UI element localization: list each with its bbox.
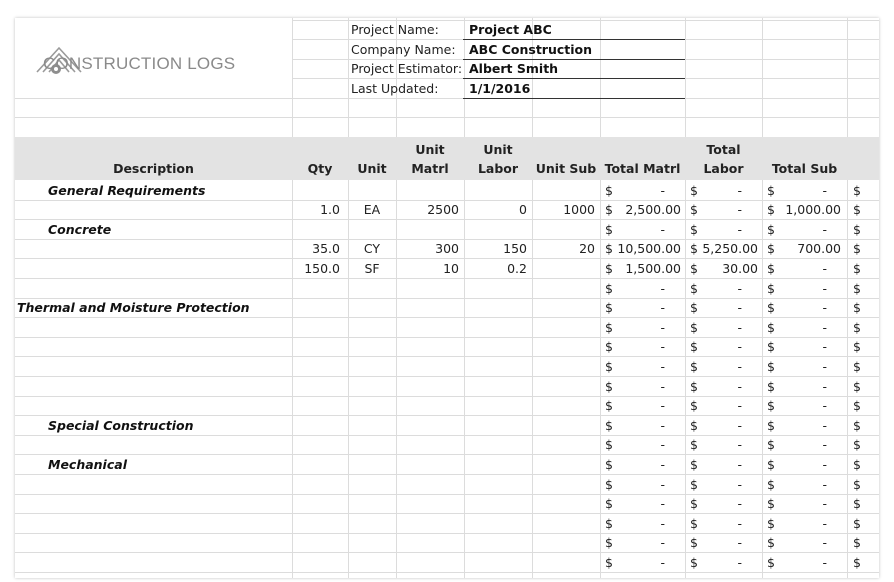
- header-unit-labor-line2: Labor: [477, 161, 519, 176]
- currency-symbol: $: [853, 515, 861, 531]
- currency-symbol: $: [605, 241, 613, 257]
- currency-symbol: $: [767, 476, 775, 492]
- currency-symbol: $: [605, 300, 613, 316]
- total-labor-cell: -: [737, 456, 742, 472]
- row-divider: [15, 435, 879, 436]
- currency-symbol: $: [690, 182, 698, 198]
- header-unit-matrl-line1: Unit: [415, 142, 445, 157]
- currency-symbol: $: [690, 398, 698, 414]
- currency-symbol: $: [690, 378, 698, 394]
- currency-symbol: $: [605, 182, 613, 198]
- row-divider: [15, 474, 879, 475]
- unit-sub-cell[interactable]: 20: [579, 241, 595, 257]
- total-matrl-cell: 2,500.00: [625, 202, 681, 218]
- currency-symbol: $: [605, 339, 613, 355]
- currency-symbol: $: [690, 300, 698, 316]
- row-divider: [15, 552, 879, 553]
- project-estimator-label: Project Estimator:: [351, 61, 463, 76]
- row-divider: [15, 278, 879, 279]
- total-matrl-cell: -: [660, 398, 665, 414]
- currency-symbol: $: [853, 554, 861, 570]
- total-matrl-cell: -: [660, 221, 665, 237]
- currency-symbol: $: [690, 515, 698, 531]
- row-divider: [15, 533, 879, 534]
- total-labor-cell: -: [737, 496, 742, 512]
- unit-labor-cell[interactable]: 150: [503, 241, 527, 257]
- header-unit: Unit: [357, 161, 387, 176]
- grid-line: [15, 98, 879, 99]
- currency-symbol: $: [605, 535, 613, 551]
- total-matrl-cell: -: [660, 358, 665, 374]
- total-matrl-cell: 1,500.00: [625, 260, 681, 276]
- currency-symbol: $: [767, 378, 775, 394]
- currency-symbol: $: [690, 358, 698, 374]
- total-sub-cell: -: [822, 339, 827, 355]
- header-qty: Qty: [307, 161, 333, 176]
- total-matrl-cell: -: [660, 496, 665, 512]
- qty-cell[interactable]: 35.0: [312, 241, 340, 257]
- currency-symbol: $: [767, 398, 775, 414]
- header-unit-sub: Unit Sub: [535, 161, 597, 176]
- currency-symbol: $: [853, 535, 861, 551]
- total-sub-cell: -: [822, 398, 827, 414]
- currency-symbol: $: [767, 241, 775, 257]
- currency-symbol: $: [853, 202, 861, 218]
- total-sub-cell: -: [822, 535, 827, 551]
- total-sub-cell: -: [822, 515, 827, 531]
- currency-symbol: $: [690, 221, 698, 237]
- total-labor-cell: -: [737, 476, 742, 492]
- unit-cell[interactable]: CY: [363, 241, 381, 257]
- total-matrl-cell: -: [660, 417, 665, 433]
- currency-symbol: $: [853, 417, 861, 433]
- currency-symbol: $: [605, 319, 613, 335]
- total-sub-cell: 1,000.00: [785, 202, 841, 218]
- project-name-value[interactable]: Project ABC: [469, 22, 552, 37]
- currency-symbol: $: [767, 456, 775, 472]
- currency-symbol: $: [767, 221, 775, 237]
- total-sub-cell: 700.00: [797, 241, 841, 257]
- total-matrl-cell: -: [660, 300, 665, 316]
- currency-symbol: $: [767, 496, 775, 512]
- currency-symbol: $: [690, 202, 698, 218]
- currency-symbol: $: [767, 358, 775, 374]
- total-sub-cell: -: [822, 319, 827, 335]
- spreadsheet: [15, 18, 879, 578]
- row-divider: [15, 513, 879, 514]
- grid-line: [292, 20, 879, 21]
- total-sub-cell: -: [822, 300, 827, 316]
- total-labor-cell: -: [737, 202, 742, 218]
- currency-symbol: $: [605, 378, 613, 394]
- total-sub-cell: -: [822, 260, 827, 276]
- currency-symbol: $: [605, 437, 613, 453]
- total-labor-cell: -: [737, 300, 742, 316]
- total-labor-cell: -: [737, 378, 742, 394]
- total-matrl-cell: -: [660, 535, 665, 551]
- total-matrl-cell: -: [660, 456, 665, 472]
- underline: [463, 98, 685, 99]
- currency-symbol: $: [767, 437, 775, 453]
- total-sub-cell: -: [822, 554, 827, 570]
- currency-symbol: $: [853, 319, 861, 335]
- header-unit-matrl-line2: Matrl: [411, 161, 449, 176]
- currency-symbol: $: [853, 241, 861, 257]
- currency-symbol: $: [605, 280, 613, 296]
- currency-symbol: $: [605, 202, 613, 218]
- logo-text: CONSTRUCTION LOGS: [43, 54, 236, 73]
- currency-symbol: $: [605, 358, 613, 374]
- section-heading: Thermal and Moisture Protection: [17, 300, 250, 316]
- currency-symbol: $: [853, 378, 861, 394]
- currency-symbol: $: [767, 554, 775, 570]
- unit-cell[interactable]: EA: [363, 202, 381, 218]
- currency-symbol: $: [767, 515, 775, 531]
- currency-symbol: $: [690, 319, 698, 335]
- unit-cell[interactable]: SF: [364, 260, 380, 276]
- currency-symbol: $: [853, 358, 861, 374]
- total-labor-cell: -: [737, 515, 742, 531]
- currency-symbol: $: [853, 221, 861, 237]
- total-matrl-cell: -: [660, 554, 665, 570]
- total-matrl-cell: -: [660, 378, 665, 394]
- currency-symbol: $: [605, 554, 613, 570]
- unit-labor-cell[interactable]: 0: [519, 202, 527, 218]
- qty-cell[interactable]: 1.0: [320, 202, 340, 218]
- currency-symbol: $: [853, 476, 861, 492]
- currency-symbol: $: [690, 476, 698, 492]
- total-sub-cell: -: [822, 496, 827, 512]
- currency-symbol: $: [853, 496, 861, 512]
- total-matrl-cell: 10,500.00: [617, 241, 681, 257]
- total-matrl-cell: -: [660, 476, 665, 492]
- currency-symbol: $: [767, 260, 775, 276]
- total-sub-cell: -: [822, 437, 827, 453]
- company-name-label: Company Name:: [351, 42, 456, 57]
- total-sub-cell: -: [822, 280, 827, 296]
- currency-symbol: $: [690, 554, 698, 570]
- currency-symbol: $: [690, 241, 698, 257]
- total-labor-cell: -: [737, 398, 742, 414]
- total-labor-cell: -: [737, 280, 742, 296]
- currency-symbol: $: [767, 202, 775, 218]
- total-labor-cell: -: [737, 554, 742, 570]
- currency-symbol: $: [690, 535, 698, 551]
- currency-symbol: $: [853, 456, 861, 472]
- section-heading: General Requirements: [48, 182, 206, 198]
- unit-labor-cell[interactable]: 0.2: [507, 260, 527, 276]
- total-matrl-cell: -: [660, 437, 665, 453]
- row-divider: [15, 572, 879, 573]
- total-labor-cell: -: [737, 437, 742, 453]
- total-sub-cell: -: [822, 182, 827, 198]
- total-labor-cell: -: [737, 221, 742, 237]
- total-matrl-cell: -: [660, 339, 665, 355]
- header-description: Description: [113, 161, 194, 176]
- currency-symbol: $: [690, 280, 698, 296]
- currency-symbol: $: [853, 260, 861, 276]
- underline: [463, 59, 685, 60]
- total-sub-cell: -: [822, 417, 827, 433]
- row-divider: [15, 337, 879, 338]
- last-updated-value[interactable]: 1/1/2016: [469, 81, 531, 96]
- unit-sub-cell[interactable]: 1000: [563, 202, 595, 218]
- total-labor-cell: -: [737, 319, 742, 335]
- header-total-labor-line2: Labor: [703, 161, 744, 176]
- total-labor-cell: 30.00: [722, 260, 758, 276]
- currency-symbol: $: [605, 221, 613, 237]
- unit-matrl-cell[interactable]: 2500: [427, 202, 459, 218]
- company-name-value[interactable]: ABC Construction: [469, 42, 593, 57]
- total-matrl-cell: -: [660, 515, 665, 531]
- currency-symbol: $: [690, 260, 698, 276]
- row-divider: [15, 376, 879, 377]
- currency-symbol: $: [605, 398, 613, 414]
- currency-symbol: $: [605, 515, 613, 531]
- unit-matrl-cell[interactable]: 300: [435, 241, 459, 257]
- currency-symbol: $: [690, 417, 698, 433]
- total-labor-cell: 5,250.00: [702, 241, 758, 257]
- section-heading: Mechanical: [48, 456, 127, 472]
- underline: [463, 78, 685, 79]
- header-total-labor-line1: Total: [706, 142, 741, 157]
- total-labor-cell: -: [737, 339, 742, 355]
- section-heading: Special Construction: [48, 417, 194, 433]
- currency-symbol: $: [853, 437, 861, 453]
- currency-symbol: $: [605, 417, 613, 433]
- currency-symbol: $: [853, 182, 861, 198]
- currency-symbol: $: [767, 300, 775, 316]
- row-divider: [15, 494, 879, 495]
- project-name-label: Project Name:: [351, 22, 439, 37]
- section-heading: Concrete: [48, 221, 112, 237]
- total-labor-cell: -: [737, 417, 742, 433]
- underline: [463, 39, 685, 40]
- currency-symbol: $: [767, 417, 775, 433]
- total-labor-cell: -: [737, 182, 742, 198]
- total-labor-cell: -: [737, 358, 742, 374]
- currency-symbol: $: [605, 476, 613, 492]
- currency-symbol: $: [690, 339, 698, 355]
- currency-symbol: $: [853, 300, 861, 316]
- total-matrl-cell: -: [660, 319, 665, 335]
- currency-symbol: $: [690, 496, 698, 512]
- header-total-sub: Total Sub: [771, 161, 838, 176]
- currency-symbol: $: [767, 339, 775, 355]
- currency-symbol: $: [853, 280, 861, 296]
- currency-symbol: $: [767, 280, 775, 296]
- currency-symbol: $: [853, 339, 861, 355]
- project-estimator-value[interactable]: Albert Smith: [469, 61, 559, 76]
- total-sub-cell: -: [822, 476, 827, 492]
- qty-cell[interactable]: 150.0: [304, 260, 340, 276]
- header-unit-labor-line1: Unit: [483, 142, 513, 157]
- currency-symbol: $: [690, 437, 698, 453]
- total-sub-cell: -: [822, 358, 827, 374]
- row-divider: [15, 396, 879, 397]
- header-total-matrl: Total Matrl: [604, 161, 681, 176]
- last-updated-label: Last Updated:: [351, 81, 439, 96]
- currency-symbol: $: [767, 535, 775, 551]
- currency-symbol: $: [605, 496, 613, 512]
- currency-symbol: $: [605, 456, 613, 472]
- currency-symbol: $: [853, 398, 861, 414]
- row-divider: [15, 356, 879, 357]
- total-sub-cell: -: [822, 221, 827, 237]
- currency-symbol: $: [690, 456, 698, 472]
- row-divider: [15, 317, 879, 318]
- total-sub-cell: -: [822, 378, 827, 394]
- total-sub-cell: -: [822, 456, 827, 472]
- currency-symbol: $: [605, 260, 613, 276]
- unit-matrl-cell[interactable]: 10: [443, 260, 459, 276]
- grid-line: [15, 117, 879, 118]
- currency-symbol: $: [767, 182, 775, 198]
- total-labor-cell: -: [737, 535, 742, 551]
- total-matrl-cell: -: [660, 280, 665, 296]
- currency-symbol: $: [767, 319, 775, 335]
- total-matrl-cell: -: [660, 182, 665, 198]
